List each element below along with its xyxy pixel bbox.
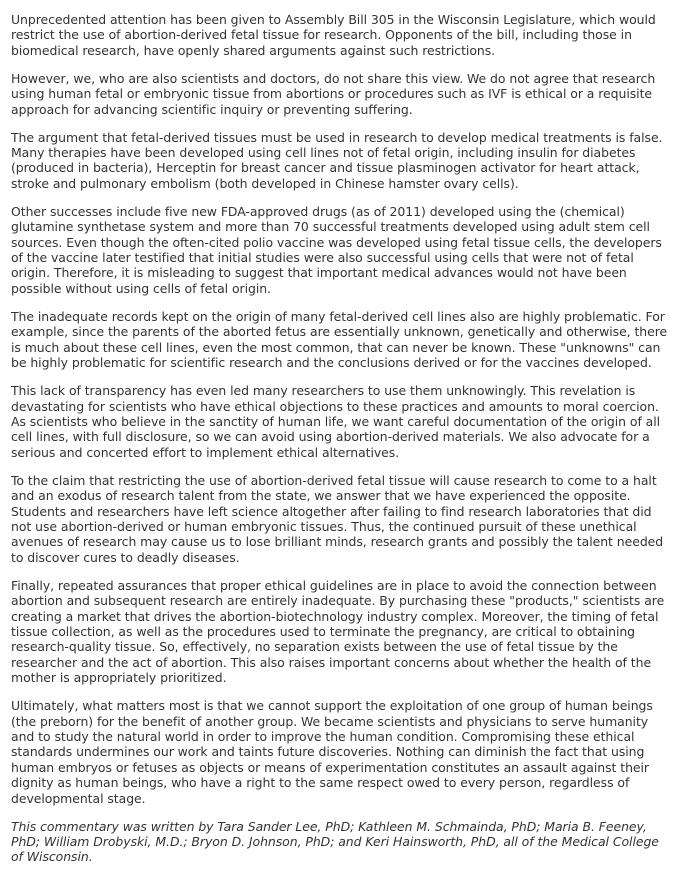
paragraph-therapies: The argument that fetal-derived tissues must be used in research to develop medical treatments is false. Many therapies have been developed using cell lines not of fetal origin, including insulin for diabetes (produced in bacteria), Herceptin for breast cancer and tissue plasminogen activator for heart attack, stroke and pulmonary embolism (both developed in Chinese hamster ovary cells). [11,129,663,191]
paragraph-transparency: This lack of transparency has even led many researchers to use them unknowingly. This revelation is devastating for scientists who have ethical objections to these practices and amounts to moral coercion. As scientists who believe in the sanctity of human life, we want careful documentation of the origin of all cell lines, with full disclosure, so we can avoid using abortion-derived materials. We also advocate for a serious and concerted effort to implement ethical alternatives. [11,383,661,460]
paragraph-other-successes: Other successes include five new FDA-approved drugs (as of 2011) developed using the (chemical) glutamine synthetase system and more than 70 successful treatments developed using adult stem cell sources. Even though the often-cited polio vaccine was developed using fetal tissue cells, the developers of the vaccine later testified that initial studies were also successful using cells that were not of fetal origin. Therefore, it is misleading to suggest that important medical advances would not have been possible without using cells of fetal origin. [11,203,662,296]
paragraph-conclusion: Ultimately, what matters most is that we cannot support the exploitation of one group of human beings (the preborn) for the benefit of another group. We became scientists and physicians to serve humanity and to study the natural world in order to improve the human condition. Compromising these ethical standards undermines our work and taints future discoveries. Nothing can diminish the fact that using human embryos or fetuses as objects or means of experimentation constitutes an assault against their dignity as human beings, who have a right to the same respect owed to every person, regardless of developmental stage. [11,698,653,806]
author-credit: This commentary was written by Tara Sander Lee, PhD; Kathleen M. Schmainda, PhD; Maria B. Feeney, PhD; William Drobyski, M.D.; Bryon D. Johnson, PhD; and Keri Hainsworth, PhD, all of the Medical College of Wisconsin. [11,818,659,865]
paragraph-research-talent: To the claim that restricting the use of abortion-derived fetal tissue will cause research to come to a halt and an exodus of research talent from the state, we answer that we have experienced the opposite. Students and researchers have left science altogether after failing to find research laboratories that did not use abortion-derived or human embryonic tissues. Thus, the continued pursuit of these unethical avenues of research may cause us to lose brilliant minds, research grants and possibly the talent needed to discover cures to deadly diseases. [11,472,664,565]
article-body [11,12,671,865]
paragraph-intro: Unprecedented attention has been given to Assembly Bill 305 in the Wisconsin Legislature, which would restrict the use of abortion-derived fetal tissue for research. Opponents of the bill, including those in biomedical research, have openly shared arguments against such restrictions. [11,12,656,58]
paragraph-records: The inadequate records kept on the origin of many fetal-derived cell lines also are highly problematic. For example, since the parents of the aborted fetus are essentially unknown, genetically and otherwise, there is much about these cell lines, even the most common, that can never be known. These "unknowns" can be highly problematic for scientific research and the conclusions derived or for the vaccines developed. [11,308,668,371]
paragraph-disagreement: However, we, who are also scientists and doctors, do not share this view. We do not agree that research using human fetal or embryonic tissue from abortions or procedures such as IVF is ethical or a requisite approach for advancing scientific inquiry or preventing suffering. [11,70,656,117]
paragraph-ethical-guidelines: Finally, repeated assurances that proper ethical guidelines are in place to avoid the connection between abortion and subsequent research are entirely inadequate. By purchasing these "products," scientists are creating a market that drives the abortion-biotechnology industry complex. Moreover, the timing of fetal tissue collection, as well as the procedures used to terminate the pregnancy, are critical to obtaining research-quality tissue. So, effectively, no separation exists between the use of fetal tissue by the researcher and the act of abortion. This also raises important concerns about whether the health of the mother is appropriately prioritized. [11,577,665,686]
